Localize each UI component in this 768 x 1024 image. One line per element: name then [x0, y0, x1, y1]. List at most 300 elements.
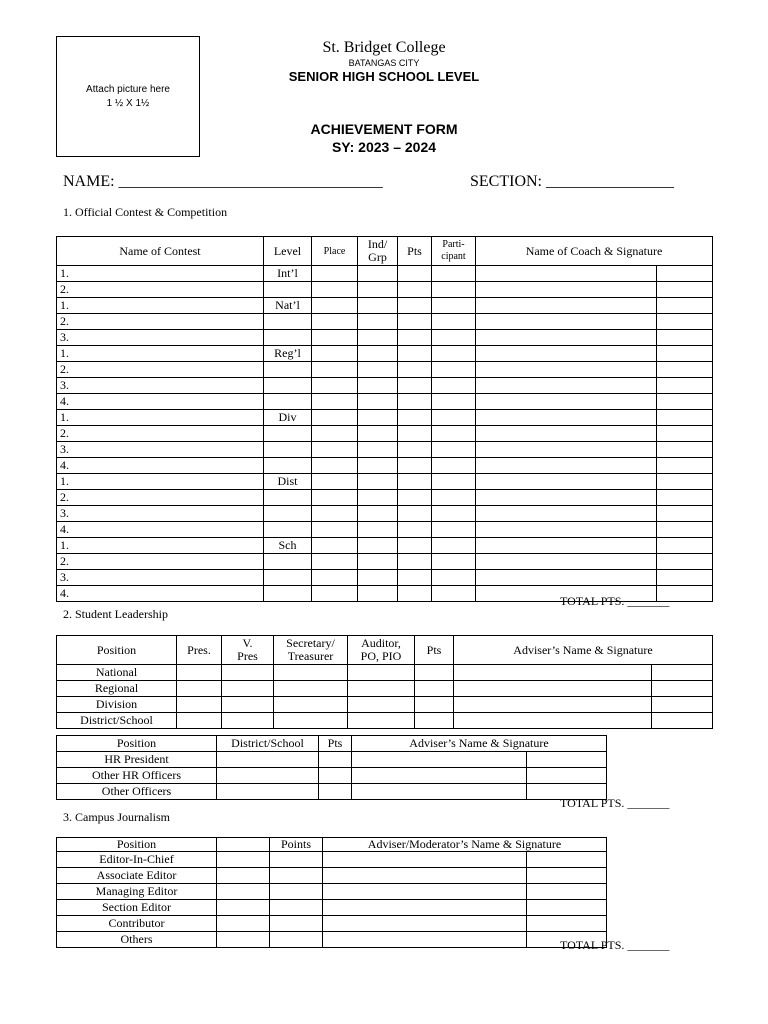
place-cell[interactable]: [312, 490, 358, 506]
ind-grp-cell[interactable]: [358, 586, 398, 602]
auditor-cell[interactable]: [348, 697, 415, 713]
pts-cell[interactable]: [398, 426, 432, 442]
position-label: Others: [57, 932, 217, 948]
ind-grp-cell[interactable]: [358, 346, 398, 362]
col-adviser: Adviser’s Name & Signature: [352, 736, 607, 752]
level-cell: [264, 570, 312, 586]
section2-title: 2. Student Leadership: [63, 607, 168, 621]
adviser-signature-cell[interactable]: [652, 713, 713, 729]
contest-name-cell[interactable]: 1.: [57, 410, 264, 426]
contest-name-cell[interactable]: 1.: [57, 474, 264, 490]
place-cell[interactable]: [312, 426, 358, 442]
adviser-name-cell[interactable]: [323, 868, 527, 884]
level-cell: [264, 458, 312, 474]
place-cell[interactable]: [312, 442, 358, 458]
pts-cell[interactable]: [398, 522, 432, 538]
adviser-signature-cell[interactable]: [527, 752, 607, 768]
participant-cell[interactable]: [432, 298, 476, 314]
coach-signature-cell[interactable]: [657, 458, 713, 474]
position-label: Section Editor: [57, 900, 217, 916]
coach-signature-cell[interactable]: [657, 394, 713, 410]
col-position: Position: [57, 636, 177, 665]
participant-cell[interactable]: [432, 314, 476, 330]
coach-name-cell[interactable]: [476, 458, 657, 474]
coach-signature-cell[interactable]: [657, 442, 713, 458]
participant-cell[interactable]: [432, 506, 476, 522]
section1-total: TOTAL PTS. _______: [560, 594, 670, 608]
ind-grp-cell[interactable]: [358, 490, 398, 506]
level-cell: [264, 330, 312, 346]
contest-name-cell[interactable]: 3.: [57, 442, 264, 458]
participant-cell[interactable]: [432, 442, 476, 458]
pts-cell[interactable]: [398, 410, 432, 426]
contest-name-cell[interactable]: 4.: [57, 522, 264, 538]
table-row: [57, 490, 713, 506]
participant-cell[interactable]: [432, 266, 476, 282]
pres-cell[interactable]: [177, 713, 222, 729]
coach-name-cell[interactable]: [476, 522, 657, 538]
coach-name-cell[interactable]: [476, 346, 657, 362]
photo-size: 1 ½ X 1½: [106, 97, 150, 109]
coach-name-cell[interactable]: [476, 538, 657, 554]
col-vp-line2: Pres: [237, 649, 258, 663]
participant-cell[interactable]: [432, 474, 476, 490]
coach-signature-cell[interactable]: [657, 570, 713, 586]
coach-signature-cell[interactable]: [657, 346, 713, 362]
contest-name-cell[interactable]: 2.: [57, 554, 264, 570]
contest-name-cell[interactable]: 4.: [57, 394, 264, 410]
pts-cell[interactable]: [398, 330, 432, 346]
position-label: Other Officers: [57, 784, 217, 800]
adviser-signature-cell[interactable]: [527, 900, 607, 916]
coach-signature-cell[interactable]: [657, 378, 713, 394]
place-cell[interactable]: [312, 282, 358, 298]
district-cell[interactable]: [217, 784, 319, 800]
auditor-cell[interactable]: [348, 681, 415, 697]
adviser-signature-cell[interactable]: [527, 868, 607, 884]
section-line: ________________: [546, 173, 674, 190]
ind-grp-cell[interactable]: [358, 442, 398, 458]
pts-cell[interactable]: [415, 713, 454, 729]
level-cell: [264, 506, 312, 522]
contest-name-cell[interactable]: 3.: [57, 378, 264, 394]
secretary-cell[interactable]: [274, 665, 348, 681]
contest-name-cell[interactable]: 1.: [57, 298, 264, 314]
school-year: SY: 2023 – 2024: [331, 139, 437, 155]
adviser-signature-cell[interactable]: [652, 697, 713, 713]
table-row: [57, 697, 713, 713]
section-label: SECTION:: [470, 173, 542, 190]
coach-name-cell[interactable]: [476, 490, 657, 506]
participant-cell[interactable]: [432, 522, 476, 538]
participant-cell[interactable]: [432, 554, 476, 570]
table-row: [57, 266, 713, 282]
college-name: St. Bridget College: [322, 39, 446, 56]
secretary-cell[interactable]: [274, 697, 348, 713]
table-row: [57, 330, 713, 346]
coach-signature-cell[interactable]: [657, 474, 713, 490]
place-cell[interactable]: [312, 362, 358, 378]
coach-name-cell[interactable]: [476, 570, 657, 586]
ind-grp-cell[interactable]: [358, 506, 398, 522]
contest-table: [56, 236, 713, 602]
place-cell[interactable]: [312, 314, 358, 330]
points-cell[interactable]: [270, 884, 323, 900]
position-label: Regional: [57, 681, 177, 697]
secretary-cell[interactable]: [274, 681, 348, 697]
blank-cell[interactable]: [217, 916, 270, 932]
table-row: [57, 458, 713, 474]
participant-cell[interactable]: [432, 410, 476, 426]
ind-grp-cell[interactable]: [358, 522, 398, 538]
pts-cell[interactable]: [415, 681, 454, 697]
pts-cell[interactable]: [398, 570, 432, 586]
level-cell: Int’l: [264, 266, 312, 282]
contest-name-cell[interactable]: 2.: [57, 314, 264, 330]
col-part-line2: cipant: [441, 251, 466, 262]
participant-cell[interactable]: [432, 362, 476, 378]
level-cell: [264, 522, 312, 538]
col-blank: [217, 838, 270, 852]
adviser-name-cell[interactable]: [454, 697, 652, 713]
participant-cell[interactable]: [432, 426, 476, 442]
ind-grp-cell[interactable]: [358, 426, 398, 442]
table-row: [57, 784, 607, 800]
pts-cell[interactable]: [398, 394, 432, 410]
adviser-signature-cell[interactable]: [652, 665, 713, 681]
participant-cell[interactable]: [432, 538, 476, 554]
pres-cell[interactable]: [177, 665, 222, 681]
district-cell[interactable]: [217, 768, 319, 784]
coach-name-cell[interactable]: [476, 314, 657, 330]
table-row: [57, 474, 713, 490]
contest-name-cell[interactable]: 2.: [57, 426, 264, 442]
ind-grp-cell[interactable]: [358, 282, 398, 298]
table-row: [57, 713, 713, 729]
coach-name-cell[interactable]: [476, 506, 657, 522]
adviser-signature-cell[interactable]: [527, 852, 607, 868]
ind-grp-cell[interactable]: [358, 314, 398, 330]
place-cell[interactable]: [312, 570, 358, 586]
journalism-table: [56, 837, 607, 948]
level-cell: [264, 426, 312, 442]
table-row: [57, 298, 713, 314]
coach-signature-cell[interactable]: [657, 362, 713, 378]
blank-cell[interactable]: [217, 900, 270, 916]
ind-grp-cell[interactable]: [358, 570, 398, 586]
section3-total: TOTAL PTS. _______: [560, 938, 670, 952]
contest-name-cell[interactable]: 3.: [57, 506, 264, 522]
level-cell: [264, 314, 312, 330]
section-field[interactable]: [470, 173, 674, 191]
adviser-name-cell[interactable]: [454, 681, 652, 697]
position-label: Managing Editor: [57, 884, 217, 900]
col-ind-line1: Ind/: [367, 237, 388, 251]
name-label: NAME:: [63, 173, 115, 190]
place-cell[interactable]: [312, 266, 358, 282]
contest-name-cell[interactable]: 2.: [57, 490, 264, 506]
col-adviser: Adviser/Moderator’s Name & Signature: [323, 838, 607, 852]
secretary-cell[interactable]: [274, 713, 348, 729]
college-city: BATANGAS CITY: [348, 58, 420, 68]
level-cell: Reg’l: [264, 346, 312, 362]
participant-cell[interactable]: [432, 378, 476, 394]
table-row: [57, 570, 713, 586]
blank-cell[interactable]: [217, 868, 270, 884]
adviser-name-cell[interactable]: [323, 932, 527, 948]
place-cell[interactable]: [312, 586, 358, 602]
coach-name-cell[interactable]: [476, 442, 657, 458]
adviser-signature-cell[interactable]: [527, 884, 607, 900]
adviser-signature-cell[interactable]: [527, 916, 607, 932]
table-row: [57, 410, 713, 426]
position-label: Other HR Officers: [57, 768, 217, 784]
table-row: [57, 868, 607, 884]
col-aud-line2: PO, PIO: [360, 649, 402, 663]
adviser-signature-cell[interactable]: [527, 768, 607, 784]
coach-name-cell[interactable]: [476, 474, 657, 490]
contest-name-cell[interactable]: 4.: [57, 458, 264, 474]
coach-name-cell[interactable]: [476, 362, 657, 378]
pres-cell[interactable]: [177, 681, 222, 697]
pts-cell[interactable]: [415, 665, 454, 681]
position-label: Associate Editor: [57, 868, 217, 884]
col-adviser: Adviser’s Name & Signature: [454, 636, 713, 665]
adviser-name-cell[interactable]: [352, 752, 527, 768]
adviser-name-cell[interactable]: [352, 768, 527, 784]
coach-name-cell[interactable]: [476, 330, 657, 346]
place-cell[interactable]: [312, 410, 358, 426]
position-label: National: [57, 665, 177, 681]
coach-name-cell[interactable]: [476, 378, 657, 394]
ind-grp-cell[interactable]: [358, 474, 398, 490]
vpres-cell[interactable]: [222, 697, 274, 713]
vpres-cell[interactable]: [222, 713, 274, 729]
auditor-cell[interactable]: [348, 665, 415, 681]
ind-grp-cell[interactable]: [358, 394, 398, 410]
ind-grp-cell[interactable]: [358, 330, 398, 346]
table-row: [57, 522, 713, 538]
pres-cell[interactable]: [177, 697, 222, 713]
place-cell[interactable]: [312, 298, 358, 314]
section3-title: 3. Campus Journalism: [63, 810, 170, 824]
col-pts: Pts: [415, 636, 454, 665]
section2-total: TOTAL PTS. _______: [560, 796, 670, 810]
adviser-name-cell[interactable]: [323, 900, 527, 916]
ind-grp-cell[interactable]: [358, 378, 398, 394]
contest-name-cell[interactable]: 2.: [57, 282, 264, 298]
participant-cell[interactable]: [432, 330, 476, 346]
table-row: [57, 752, 607, 768]
pts-cell[interactable]: [398, 474, 432, 490]
participant-cell[interactable]: [432, 346, 476, 362]
contest-name-cell[interactable]: 4.: [57, 586, 264, 602]
place-cell[interactable]: [312, 458, 358, 474]
name-field[interactable]: [63, 173, 383, 191]
participant-cell[interactable]: [432, 394, 476, 410]
pts-cell[interactable]: [319, 752, 352, 768]
col-sec-line2: Treasurer: [287, 649, 334, 663]
place-cell[interactable]: [312, 522, 358, 538]
pts-cell[interactable]: [398, 490, 432, 506]
table-row: [57, 768, 607, 784]
col-level: Level: [264, 237, 312, 266]
level-cell: Dist: [264, 474, 312, 490]
col-part-line1: Parti-: [442, 239, 465, 250]
pts-cell[interactable]: [398, 266, 432, 282]
coach-name-cell[interactable]: [476, 394, 657, 410]
points-cell[interactable]: [270, 900, 323, 916]
coach-signature-cell[interactable]: [657, 266, 713, 282]
col-aud-line1: Auditor,: [361, 636, 401, 650]
col-district: District/School: [217, 736, 319, 752]
ind-grp-cell[interactable]: [358, 458, 398, 474]
hr-officers-table: [56, 735, 607, 800]
position-label: Division: [57, 697, 177, 713]
table-row: [57, 932, 607, 948]
place-cell[interactable]: [312, 474, 358, 490]
participant-cell[interactable]: [432, 282, 476, 298]
table-row: [57, 884, 607, 900]
level-cell: Div: [264, 410, 312, 426]
adviser-name-cell[interactable]: [323, 852, 527, 868]
vpres-cell[interactable]: [222, 665, 274, 681]
level-cell: [264, 442, 312, 458]
col-place: Place: [312, 237, 358, 266]
col-pts: Pts: [398, 237, 432, 266]
table-row: [57, 346, 713, 362]
place-cell[interactable]: [312, 330, 358, 346]
ind-grp-cell[interactable]: [358, 410, 398, 426]
coach-name-cell[interactable]: [476, 426, 657, 442]
col-points: Points: [270, 838, 323, 852]
pts-cell[interactable]: [398, 538, 432, 554]
pts-cell[interactable]: [398, 298, 432, 314]
contest-name-cell[interactable]: 1.: [57, 538, 264, 554]
table-row: [57, 665, 713, 681]
pts-cell[interactable]: [398, 314, 432, 330]
place-cell[interactable]: [312, 506, 358, 522]
pts-cell[interactable]: [398, 442, 432, 458]
pts-cell[interactable]: [319, 768, 352, 784]
col-coach: Name of Coach & Signature: [476, 237, 713, 266]
contest-name-cell[interactable]: 3.: [57, 570, 264, 586]
participant-cell[interactable]: [432, 458, 476, 474]
pts-cell[interactable]: [398, 362, 432, 378]
col-auditor: [348, 636, 415, 665]
vpres-cell[interactable]: [222, 681, 274, 697]
table-row: [57, 852, 607, 868]
pts-cell[interactable]: [398, 378, 432, 394]
col-position: Position: [57, 736, 217, 752]
pts-cell[interactable]: [398, 346, 432, 362]
section1-title: 1. Official Contest & Competition: [63, 205, 228, 219]
coach-name-cell[interactable]: [476, 410, 657, 426]
coach-signature-cell[interactable]: [657, 410, 713, 426]
pts-cell[interactable]: [398, 458, 432, 474]
coach-signature-cell[interactable]: [657, 282, 713, 298]
col-contest: Name of Contest: [57, 237, 264, 266]
coach-name-cell[interactable]: [476, 554, 657, 570]
adviser-name-cell[interactable]: [323, 916, 527, 932]
contest-name-cell[interactable]: 2.: [57, 362, 264, 378]
contest-name-cell[interactable]: 3.: [57, 330, 264, 346]
adviser-name-cell[interactable]: [454, 665, 652, 681]
col-sec-line1: Secretary/: [286, 636, 335, 650]
participant-cell[interactable]: [432, 490, 476, 506]
table-row: [57, 554, 713, 570]
col-ind-line2: Grp: [368, 250, 387, 264]
points-cell[interactable]: [270, 868, 323, 884]
col-pts: Pts: [319, 736, 352, 752]
pts-cell[interactable]: [398, 586, 432, 602]
coach-signature-cell[interactable]: [657, 538, 713, 554]
place-cell[interactable]: [312, 394, 358, 410]
ind-grp-cell[interactable]: [358, 266, 398, 282]
pts-cell[interactable]: [398, 506, 432, 522]
participant-cell[interactable]: [432, 586, 476, 602]
table-row: [57, 916, 607, 932]
table-row: [57, 442, 713, 458]
pts-cell[interactable]: [398, 282, 432, 298]
ind-grp-cell[interactable]: [358, 554, 398, 570]
ind-grp-cell[interactable]: [358, 298, 398, 314]
ind-grp-cell[interactable]: [358, 538, 398, 554]
blank-cell[interactable]: [217, 852, 270, 868]
adviser-name-cell[interactable]: [352, 784, 527, 800]
coach-signature-cell[interactable]: [657, 426, 713, 442]
blank-cell[interactable]: [217, 932, 270, 948]
coach-signature-cell[interactable]: [657, 314, 713, 330]
adviser-name-cell[interactable]: [454, 713, 652, 729]
coach-signature-cell[interactable]: [657, 330, 713, 346]
coach-signature-cell[interactable]: [657, 506, 713, 522]
col-vpres: [222, 636, 274, 665]
pts-cell[interactable]: [415, 697, 454, 713]
adviser-name-cell[interactable]: [323, 884, 527, 900]
level-cell: [264, 490, 312, 506]
points-cell[interactable]: [270, 852, 323, 868]
level-cell: Nat’l: [264, 298, 312, 314]
place-cell[interactable]: [312, 378, 358, 394]
adviser-signature-cell[interactable]: [652, 681, 713, 697]
blank-cell[interactable]: [217, 884, 270, 900]
place-cell[interactable]: [312, 346, 358, 362]
auditor-cell[interactable]: [348, 713, 415, 729]
pts-cell[interactable]: [319, 784, 352, 800]
coach-signature-cell[interactable]: [657, 522, 713, 538]
coach-name-cell[interactable]: [476, 266, 657, 282]
place-cell[interactable]: [312, 538, 358, 554]
district-cell[interactable]: [217, 752, 319, 768]
level-cell: [264, 378, 312, 394]
coach-signature-cell[interactable]: [657, 490, 713, 506]
coach-name-cell[interactable]: [476, 282, 657, 298]
place-cell[interactable]: [312, 554, 358, 570]
contest-name-cell[interactable]: 1.: [57, 266, 264, 282]
coach-name-cell[interactable]: [476, 298, 657, 314]
coach-signature-cell[interactable]: [657, 298, 713, 314]
points-cell[interactable]: [270, 932, 323, 948]
points-cell[interactable]: [270, 916, 323, 932]
contest-name-cell[interactable]: 1.: [57, 346, 264, 362]
ind-grp-cell[interactable]: [358, 362, 398, 378]
table-row: [57, 314, 713, 330]
level-cell: Sch: [264, 538, 312, 554]
participant-cell[interactable]: [432, 570, 476, 586]
pts-cell[interactable]: [398, 554, 432, 570]
coach-signature-cell[interactable]: [657, 554, 713, 570]
